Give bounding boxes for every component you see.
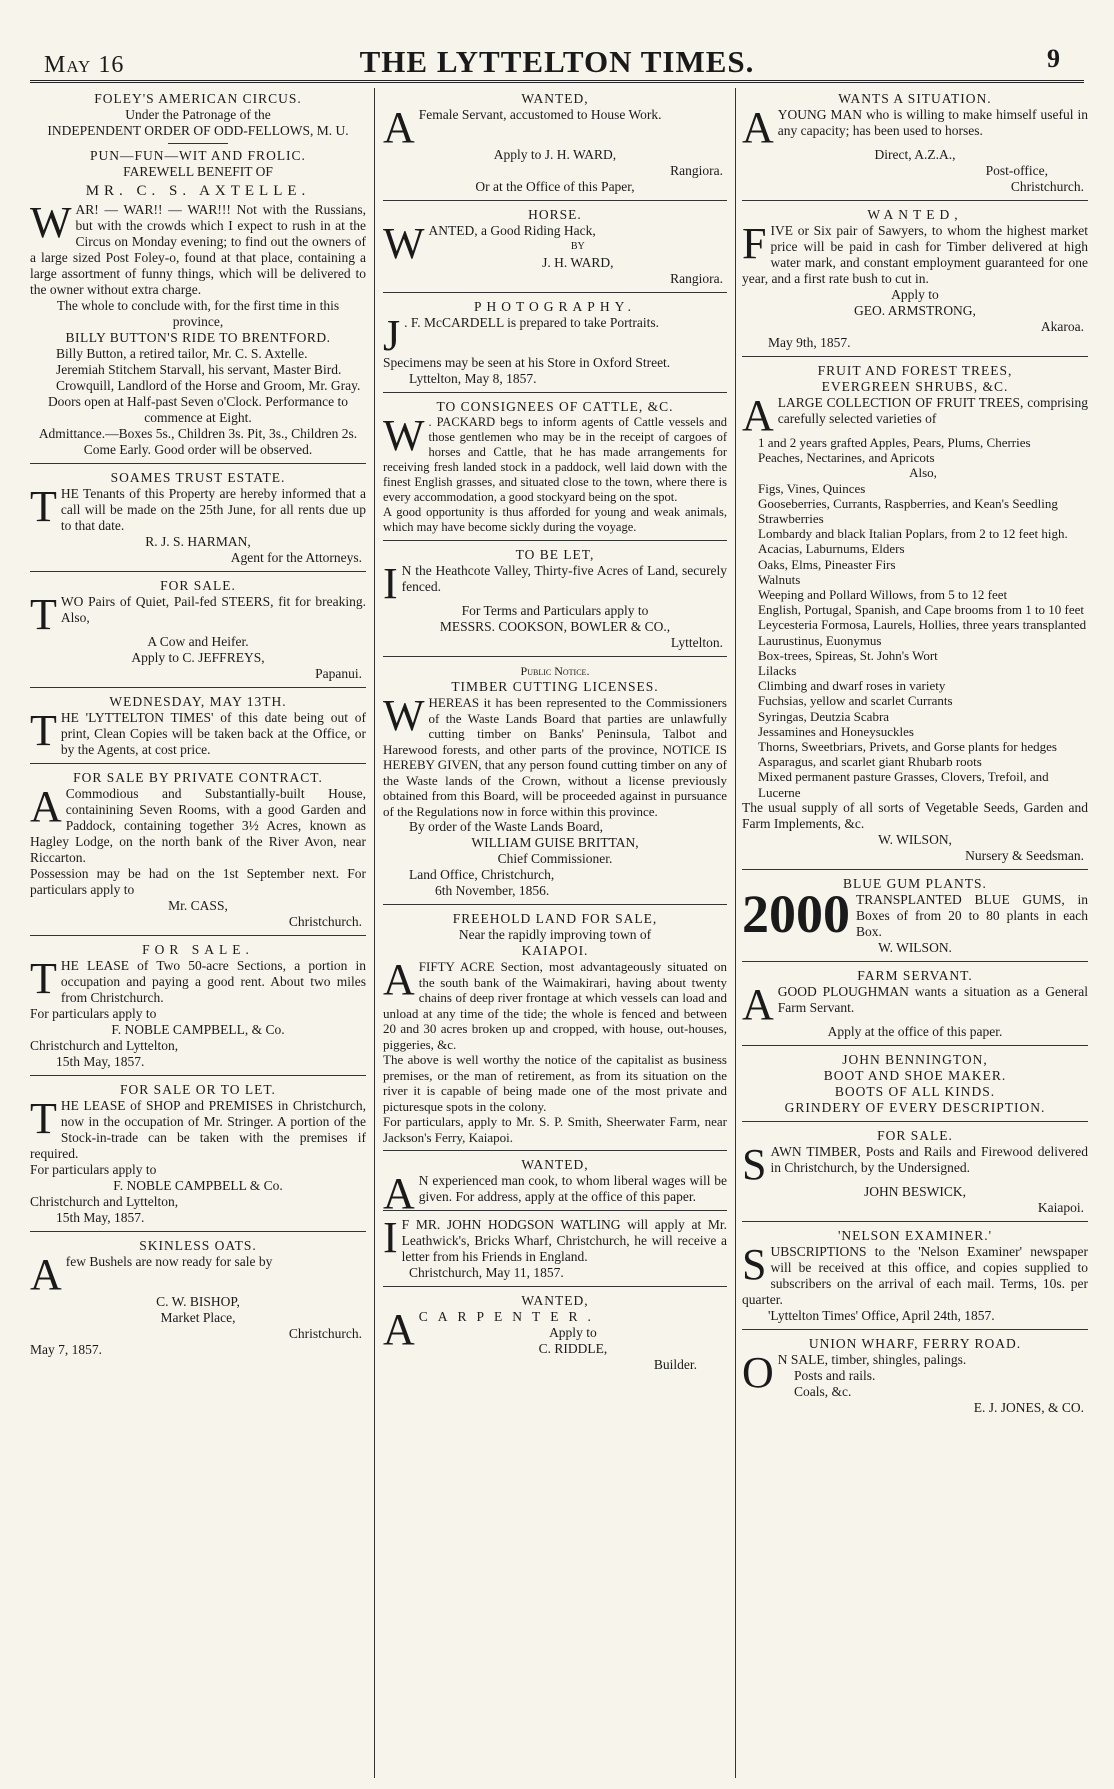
drop-cap: A [742, 979, 774, 1029]
ad-subheading: PUN—FUN—WIT AND FROLIC. [90, 148, 306, 163]
ad-text: INDEPENDENT ORDER OF ODD-FELLOWS, M. U. [47, 123, 349, 138]
list-item: Gooseberries, Currants, Raspberries, and Kean's Seedling Strawberries [758, 495, 1058, 527]
ad-text: Market Place, [160, 1310, 236, 1325]
list-item: Syringas, Deutzia Scabra [758, 708, 890, 724]
ad-text: Christchurch. [288, 914, 362, 929]
steers-ad [30, 575, 366, 688]
ad-text: Akaroa. [1040, 319, 1084, 334]
masthead-rule [30, 80, 1084, 83]
ad-body: . PACKARD begs to inform agents of Cattle vessels and those gentlemen who may be in the receipt of cargoes of horses and Cattle, that he has made arrangements for receiving fresh landed stock in a paddock, well laid down with the finest English grasses, and situated close to the town, where there is every accommodation, a good stockyard being on the spot. [383, 415, 727, 504]
ad-heading: FRUIT AND FOREST TREES, [817, 363, 1013, 378]
cattle-ad [383, 396, 727, 541]
newspaper-title: THE LYTTELTON TIMES. [359, 44, 755, 79]
ad-text: Agent for the Attorneys. [230, 550, 362, 565]
ad-date: 15th May, 1857. [56, 1210, 145, 1225]
ad-heading: UNION WHARF, FERRY ROAD. [808, 1335, 1022, 1351]
list-item: 1 and 2 years grafted Apples, Pears, Plums, Cherries [758, 435, 1031, 450]
ad-text: Christchurch and Lyttelton, [30, 1194, 179, 1209]
cast-line: Crowquill, Landlord of the Horse and Groom, Mr. Gray. [56, 378, 361, 393]
drop-cap: F [742, 219, 767, 268]
ad-text: A Cow and Heifer. [147, 634, 249, 649]
drop-cap: T [30, 482, 57, 531]
ad-heading: FOR SALE. [877, 1127, 953, 1143]
masthead [0, 0, 1114, 80]
ad-text: BOOTS OF ALL KINDS. [834, 1083, 996, 1099]
drop-cap: O [742, 1347, 774, 1397]
ad-text: Apply to [549, 1325, 597, 1340]
signature: R. J. S. HARMAN, [145, 534, 251, 549]
column-right [742, 88, 1088, 1789]
drop-cap: W [30, 198, 72, 247]
ad-text: Christchurch. [288, 1326, 362, 1341]
issue-date: May 16 [44, 52, 125, 78]
union-wharf-ad [742, 1333, 1088, 1421]
ad-date: 6th November, 1856. [435, 883, 550, 898]
ad-text: W. WILSON, [878, 831, 952, 847]
ad-heading: WANTED, [867, 207, 963, 222]
ad-body: . F. McCARDELL is prepared to take Portraits. [404, 315, 659, 330]
ad-text: GRINDERY OF EVERY DESCRIPTION. [784, 1099, 1046, 1115]
list-item: Lilacks [758, 663, 797, 679]
ad-text: Land Office, Christchurch, [409, 867, 555, 882]
ad-text: Direct, A.Z.A., [874, 147, 956, 162]
photography-ad [383, 296, 727, 393]
ad-body: Commodious and Substantially-built House, containining Seven Rooms, with a good Garden and Paddock, containing together 3½ Acres, known as Hagley Lodge, on the north bank of the River Avon, near Riccarton. [30, 786, 366, 865]
watling-notice [383, 1214, 727, 1287]
ad-text: BOOT AND SHOE MAKER. [823, 1067, 1007, 1083]
list-item: Fuchsias, yellow and scarlet Currants [758, 693, 953, 709]
ad-text: For particulars apply to [30, 1162, 157, 1177]
ad-text: Christchurch. [1010, 179, 1084, 194]
list-item: Lombardy and black Italian Poplars, from 2 to 12 feet high. [758, 526, 1068, 542]
drop-cap: J [383, 311, 401, 360]
ad-text: Post-office, [985, 163, 1048, 178]
ad-text: Specimens may be seen at his Store in Oxford Street. [383, 355, 671, 370]
ad-text: Lyttelton. [670, 635, 723, 650]
ad-text: E. J. JONES, & CO. [973, 1399, 1084, 1415]
ad-body: HE LEASE of Two 50-acre Sections, a portion in occupation and paying a good rent. About two miles from Christchurch. [60, 958, 366, 1005]
page-number: 9 [1047, 44, 1060, 73]
drop-cap: W [383, 219, 425, 268]
ad-body: HE 'LYTTELTON TIMES' of this date being out of print, Clean Copies will be taken back at the Office, or by the Agents, at cost price. [60, 710, 366, 757]
ad-text: Or at the Office of this Paper, [475, 179, 635, 194]
ad-heading: FOR SALE. [142, 942, 254, 957]
list-item: Weeping and Pollard Willows, from 5 to 12 feet [758, 587, 1008, 603]
ad-text: Possession may be had on the 1st September next. For particulars apply to [30, 866, 366, 897]
ad-text: MESSRS. COOKSON, BOWLER & CO., [439, 619, 671, 634]
ad-heading: FOLEY'S AMERICAN CIRCUS. [94, 91, 302, 106]
ad-text: Apply to C. JEFFREYS, [131, 650, 265, 665]
list-item: Mixed permanent pasture Grasses, Clovers, Trefoil, and Lucerne [758, 769, 1049, 800]
situation-ad [742, 88, 1088, 201]
divider [168, 143, 228, 144]
blue-gum-ad [742, 873, 1088, 962]
drop-cap: A [30, 1250, 62, 1299]
drop-cap: S [742, 1239, 767, 1289]
column-divider [735, 88, 736, 1778]
ad-text: Posts and rails. [794, 1367, 876, 1383]
drop-cap: A [383, 1169, 415, 1218]
ad-heading: PHOTOGRAPHY. [474, 299, 636, 314]
servant-ad [383, 88, 727, 201]
farm-servant-ad [742, 965, 1088, 1046]
ad-heading: WANTS A SITUATION. [838, 91, 992, 106]
ad-text: GEO. ARMSTRONG, [854, 303, 976, 318]
ad-text: 'Lyttelton Times' Office, April 24th, 1857. [768, 1307, 995, 1323]
drop-cap: I [383, 1213, 398, 1262]
big-number: 2000 [742, 883, 850, 944]
ad-heading: TO BE LET, [515, 547, 595, 562]
ad-body: FIFTY ACRE Section, most advantageously situated on the south bank of the Waimakirari, having about twenty chains of deep river frontage at which vessels can load and unload at any time of the tide; the whole is fenced and between 20 and 30 acres broken up and cropped, with house, out-houses, piggeries, &c. [383, 959, 727, 1052]
ad-text: Apply to [891, 287, 939, 302]
ad-heading: SKINLESS OATS. [139, 1238, 257, 1253]
sawn-timber-ad [742, 1125, 1088, 1222]
ad-text: W. WILSON. [878, 939, 952, 955]
nelson-examiner-ad [742, 1225, 1088, 1330]
column-middle [383, 88, 727, 1789]
ad-body: AWN TIMBER, Posts and Rails and Firewood delivered in Christchurch, by the Undersigned. [770, 1143, 1088, 1175]
oats-ad [30, 1235, 366, 1363]
ad-text: By order of the Waste Lands Board, [409, 819, 603, 834]
drop-cap: T [30, 590, 57, 639]
list-item: Asparagus, and scarlet giant Rhubarb roots [758, 754, 982, 770]
ad-body: TRANSPLANTED BLUE GUMS, in Boxes of from 20 to 80 plants in each Box. [856, 891, 1088, 939]
freehold-ad [383, 908, 727, 1151]
drop-cap: T [30, 954, 57, 1003]
drop-cap: T [30, 1094, 57, 1143]
ad-text: Come Early. Good order will be observed. [83, 442, 313, 457]
ad-heading: TO CONSIGNEES OF CATTLE, &C. [436, 399, 674, 414]
ad-text: Nursery & Seedsman. [965, 847, 1084, 863]
ad-text: Rangiora. [670, 163, 723, 178]
ad-heading: FARM SERVANT. [857, 967, 973, 983]
ad-body: UBSCRIPTIONS to the 'Nelson Examiner' newspaper will be received at this office, and copies supplied to subscribers on the arrival of each mail. Terms, 10s. per quarter. [742, 1243, 1088, 1307]
ad-body: F MR. JOHN HODGSON WATLING will apply at Mr. Leathwick's, Bricks Wharf, Christchurch, he will receive a letter from his Friends in England. [401, 1217, 727, 1264]
timber-licenses-notice [383, 660, 727, 905]
list-item: Thorns, Sweetbriars, Privets, and Gorse plants for hedges [758, 739, 1057, 755]
ad-heading: BLUE GUM PLANTS. [843, 875, 987, 891]
ad-text: For particulars apply to [30, 1006, 157, 1021]
drop-cap: W [383, 411, 425, 460]
list-item: Leycesteria Formosa, Laurels, Hollies, three years transplanted [758, 617, 1087, 633]
trees-ad [742, 360, 1088, 870]
ad-text: The above is well worthy the notice of the capitalist as business premises, or the man of retirement, as from its situation on the river it is capable of being made one of the most private and picturesque spots in the colony. [383, 1052, 727, 1114]
cast-line: Jeremiah Stitchem Starvall, his servant, Master Bird. [56, 362, 342, 377]
ad-text: Mr. CASS, [168, 898, 228, 913]
ad-body: ANTED, a Good Riding Hack, [428, 223, 596, 238]
list-item: Oaks, Elms, Pineaster Firs [758, 556, 896, 572]
ad-heading: TIMBER CUTTING LICENSES. [451, 679, 659, 694]
performer-name: MR. C. S. AXTELLE. [85, 183, 311, 199]
ad-heading: WANTED, [521, 1293, 589, 1308]
ad-body: HE Tenants of this Property are hereby informed that a call will be made on the 25th June, for all rents due up to that date. [60, 486, 366, 533]
ad-text: Builder. [653, 1357, 697, 1372]
ad-subheading: KAIAPOI. [521, 943, 589, 958]
bennington-ad [742, 1049, 1088, 1122]
ad-heading: WEDNESDAY, MAY 13TH. [109, 694, 287, 709]
ad-text: FAREWELL BENEFIT OF [123, 164, 273, 179]
ad-text: JOHN BESWICK, [863, 1183, 966, 1199]
ad-text: The whole to conclude with, for the first time in this province, [56, 298, 340, 329]
ad-text: Under the Patronage of the [125, 107, 271, 122]
drop-cap: A [383, 1305, 415, 1354]
ad-text: Doors open at Half-past Seven o'Clock. Performance to commence at Eight. [47, 394, 349, 425]
horse-ad [383, 204, 727, 293]
ad-heading: WANTED, [521, 1157, 589, 1172]
ad-heading: FOR SALE OR TO LET. [120, 1082, 276, 1097]
ad-text: C. W. BISHOP, [156, 1294, 240, 1309]
ad-body: HE LEASE of SHOP and PREMISES in Christchurch, now in the occupation of Mr. Stringer. A portion of the Stock-in-trade can be taken with the premises if required. [30, 1098, 366, 1161]
ad-body: GOOD PLOUGHMAN wants a situation as a General Farm Servant. [777, 983, 1088, 1015]
tree-list [742, 435, 1088, 800]
to-let-ad [383, 544, 727, 657]
ad-text: Apply to J. H. WARD, [493, 147, 617, 162]
cook-ad [383, 1154, 727, 1218]
ad-heading: JOHN BENNINGTON, [842, 1051, 988, 1067]
ad-date: May 9th, 1857. [768, 335, 851, 350]
drop-cap: S [742, 1139, 767, 1189]
ad-text: Christchurch and Lyttelton, [30, 1038, 179, 1053]
ad-text: Kaiapoi. [1037, 1199, 1084, 1215]
list-item: Peaches, Nectarines, and Apricots [758, 450, 935, 466]
drop-cap: W [383, 691, 425, 740]
column-divider [374, 88, 375, 1778]
ad-text: Admittance.—Boxes 5s., Children 3s. Pit, 3s., Children 2s. [38, 426, 358, 441]
carpenter-ad [383, 1290, 727, 1378]
lease-ad [30, 939, 366, 1076]
shop-ad [30, 1079, 366, 1232]
list-item: Climbing and dwarf roses in variety [758, 678, 946, 694]
ad-date: Lyttelton, May 8, 1857. [409, 371, 537, 386]
cast-line: Billy Button, a retired tailor, Mr. C. S. Axtelle. [56, 346, 308, 361]
ad-body: IVE or Six pair of Sawyers, to whom the highest market price will be paid in cash for Timber delivered at high water mark, and constant employment guaranteed for one year, and a first rate bush to cut in. [742, 223, 1088, 286]
ad-heading: SOAMES TRUST ESTATE. [110, 470, 286, 485]
ad-text: For Terms and Particulars apply to [461, 603, 649, 618]
sawyers-ad [742, 204, 1088, 357]
ad-body: N the Heathcote Valley, Thirty-five Acres of Land, securely fenced. [401, 563, 727, 594]
ad-text: For particulars, apply to Mr. S. P. Smith, Sheerwater Farm, near Jackson's Ferry, Kaiapoi. [383, 1114, 727, 1145]
ad-heading: WANTED, [521, 91, 589, 106]
ad-text: Apply at the office of this paper. [827, 1023, 1003, 1039]
ad-body: AR! — WAR!! — WAR!!! Not with the Russians, but with the crowds which I expect to rush in at the Circus on Monday evening; to find out the owners of a large sized Post Foley-o, found at that place, containing a large assortment of funny things, which will be delivered to the owner without extra charge. [30, 202, 366, 297]
ad-text: Chief Commissioner. [497, 851, 613, 866]
drop-cap: A [383, 955, 415, 1004]
ad-body: LARGE COLLECTION OF FRUIT TREES, comprising carefully selected varieties of [777, 395, 1088, 426]
ad-body: HEREAS it has been represented to the Commissioners of the Waste Lands Board that parties are unlawfully cutting timber on Banks' Peninsula, Talbot and Harewood forests, and other parts of the province, NOTICE IS HEREBY GIVEN, that any person found cutting timber on any of the Waste lands of the Crown, without a license previously obtained from this Board, will be proceeded against in pursuance of the Regulations now in force within this province. [383, 695, 727, 819]
ad-date: May 7, 1857. [30, 1342, 102, 1357]
ad-body: CARPENTER. [418, 1309, 601, 1324]
ad-body: N SALE, timber, shingles, palings. [777, 1351, 967, 1367]
soames-ad [30, 467, 366, 572]
list-item: Box-trees, Spireas, St. John's Wort [758, 647, 938, 663]
list-item: English, Portugal, Spanish, and Cape brooms from 1 to 10 feet [758, 602, 1085, 618]
ad-subheading: BILLY BUTTON'S RIDE TO BRENTFORD. [65, 330, 331, 345]
ad-heading: FOR SALE BY PRIVATE CONTRACT. [73, 770, 323, 785]
list-item: Also, [909, 465, 937, 481]
ad-heading: EVERGREEN SHRUBS, &C. [821, 379, 1009, 394]
ad-body: YOUNG MAN who is willing to make himself useful in any capacity; has been used to horses. [777, 107, 1088, 138]
ad-body: few Bushels are now ready for sale by [65, 1254, 273, 1269]
ad-heading: 'NELSON EXAMINER.' [837, 1227, 993, 1243]
circus-ad [30, 88, 366, 464]
list-item: Figs, Vines, Quinces [758, 480, 866, 496]
wednesday-notice [30, 691, 366, 764]
ad-kicker: Public Notice. [520, 664, 590, 678]
drop-cap: A [742, 103, 774, 152]
private-contract-ad [30, 767, 366, 936]
ad-body: N experienced man cook, to whom liberal wages will be given. For address, apply at the office of this paper. [418, 1173, 727, 1204]
ad-text: Papanui. [315, 666, 362, 681]
ad-body: WO Pairs of Quiet, Pail-fed STEERS, fit for breaking. Also, [60, 594, 366, 625]
ad-text: A good opportunity is thus afforded for young and weak animals, which may have become sickly during the voyage. [383, 505, 727, 534]
drop-cap: I [383, 559, 398, 608]
drop-cap: T [30, 706, 57, 755]
drop-cap: A [30, 782, 62, 831]
ad-text: The usual supply of all sorts of Vegetable Seeds, Garden and Farm Implements, &c. [742, 799, 1088, 831]
list-item: Walnuts [758, 571, 801, 587]
drop-cap: A [383, 103, 415, 152]
list-item: Laurustinus, Euonymus [758, 632, 882, 648]
ad-date: Christchurch, May 11, 1857. [409, 1265, 564, 1280]
ad-heading: HORSE. [528, 207, 582, 222]
list-item: Acacias, Laburnums, Elders [758, 541, 905, 557]
ad-text: Coals, &c. [794, 1383, 852, 1399]
ad-text: J. H. WARD, [542, 255, 614, 270]
ad-text: F. NOBLE CAMPBELL, & Co. [111, 1022, 285, 1037]
ad-text: F. NOBLE CAMPBELL & Co. [113, 1178, 283, 1193]
ad-heading: FREEHOLD LAND FOR SALE, [452, 911, 658, 926]
list-item: Jessamines and Honeysuckles [758, 723, 914, 739]
ad-text: Near the rapidly improving town of [458, 927, 652, 942]
ad-body: Female Servant, accustomed to House Work. [418, 107, 662, 122]
ad-text: WILLIAM GUISE BRITTAN, [471, 835, 639, 850]
ad-text: BY [570, 241, 585, 252]
ad-heading: FOR SALE. [160, 578, 236, 593]
drop-cap: A [742, 391, 774, 440]
column-left [30, 88, 366, 1789]
ad-date: 15th May, 1857. [56, 1054, 145, 1069]
ad-text: C. RIDDLE, [538, 1341, 608, 1356]
ad-text: Rangiora. [670, 271, 723, 286]
